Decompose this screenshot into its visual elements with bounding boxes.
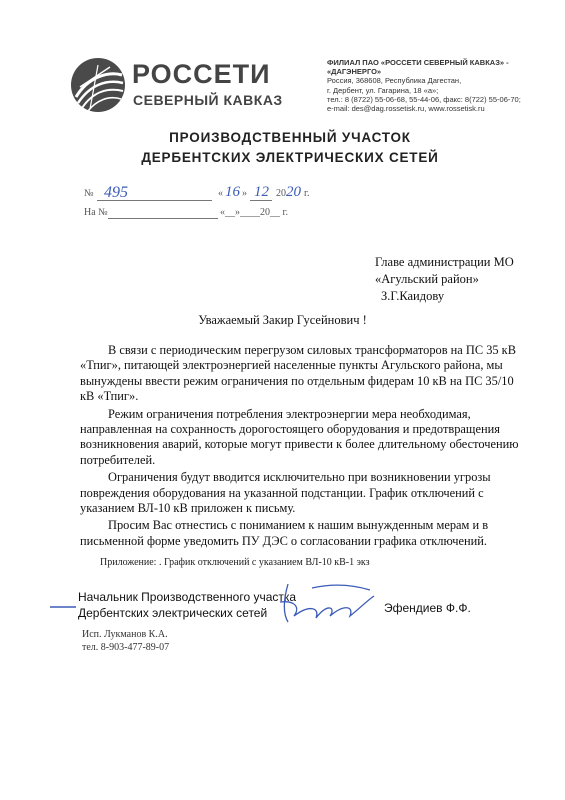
addressee — [375, 254, 514, 305]
reg-day: 16 — [225, 184, 240, 200]
brand-name: РОССЕТИ — [132, 59, 271, 89]
paragraph: Просим Вас отнестись с пониманием к нашим вынужденным мерам и в письменной форме уведомить ПУ ДЭС о согласовании графика отключений. — [80, 518, 489, 548]
executor-info — [82, 628, 169, 654]
addressee-line: Главе администрации МО — [375, 255, 514, 269]
branch-line: тел.: 8 (8722) 55-06-68, 55-44-06, факс: 8(722) 55-06-70; — [327, 94, 521, 104]
brand-subtitle: СЕВЕРНЫЙ КАВКАЗ — [133, 92, 283, 108]
pen-stroke-mark — [50, 605, 76, 609]
executor-line: Исп. Лукманов К.А. — [82, 629, 168, 640]
signer-position-line: Начальник Производственного участка — [78, 590, 297, 604]
reg-number: 495 — [104, 184, 128, 201]
branch-info — [327, 58, 542, 113]
reg-month: 12 — [254, 184, 269, 200]
branch-line: e-mail: des@dag.rossetisk.ru, www.rossetisk.ru — [327, 104, 485, 114]
reg-number-label: № — [84, 188, 94, 199]
executor-line: тел. 8-903-477-89-07 — [82, 642, 170, 653]
signer-position — [78, 589, 296, 621]
paragraph: Ограничения будут вводится исключительно при возникновении угрозы повреждения оборудования на указанной подстанции. График отключений с указанием ВЛ-10 кВ приложен к письму. — [80, 470, 491, 516]
paragraph: Режим ограничения потребления электроэнергии мера необходимая, направленная на сохранность дорогостоящего оборудования и предотвращения возникновения аварий, которые могут привести к более длительному обесточению потребителей. — [80, 406, 519, 467]
addressee-line: З.Г.Каидову — [381, 289, 445, 303]
branch-line: «ДАГЭНЕРГО» — [327, 67, 382, 77]
paragraph: В связи с периодическим перегрузом силовых трансформаторов на ПС 35 кВ «Тпиг», питающей электроэнергией населенные пункты Агульского района, мы вынуждены ввести режим ограничения по отдельным фидерам 10 кВ на ПС 35/10 кВ «Тпиг». — [80, 343, 516, 404]
unit-title — [100, 128, 480, 168]
reg-year: 20 — [286, 184, 301, 200]
greeting: Уважаемый Закир Гусейнович ! — [198, 313, 367, 327]
branch-line: г. Дербент, ул. Гагарина, 18 «а»; — [327, 85, 439, 95]
unit-title-line: ПРОИЗВОДСТВЕННЫЙ УЧАСТОК — [169, 130, 411, 145]
letter-body — [80, 343, 530, 549]
signer-position-line: Дербентских электрических сетей — [78, 606, 268, 620]
reg-on-label: На № — [84, 207, 108, 218]
reg-year-suffix: г. — [304, 188, 310, 199]
reg-on-date: «__»____20__ г. — [220, 207, 288, 218]
handwritten-signature — [270, 578, 380, 628]
addressee-line: «Агульский район» — [375, 272, 479, 286]
branch-line: ФИЛИАЛ ПАО «РОССЕТИ СЕВЕРНЫЙ КАВКАЗ» - — [327, 58, 509, 67]
signer-name: Эфендиев Ф.Ф. — [384, 601, 471, 615]
rosseti-logo-icon — [70, 57, 126, 113]
reg-on-underline — [108, 218, 218, 219]
attachment-note: Приложение: . График отключений с указанием ВЛ-10 кВ-1 экз — [100, 557, 370, 568]
branch-line: Россия, 368608, Республика Дагестан, — [327, 76, 462, 86]
unit-title-line: ДЕРБЕНТСКИХ ЭЛЕКТРИЧЕСКИХ СЕТЕЙ — [141, 150, 439, 165]
reg-year-prefix: 20 — [276, 188, 286, 199]
